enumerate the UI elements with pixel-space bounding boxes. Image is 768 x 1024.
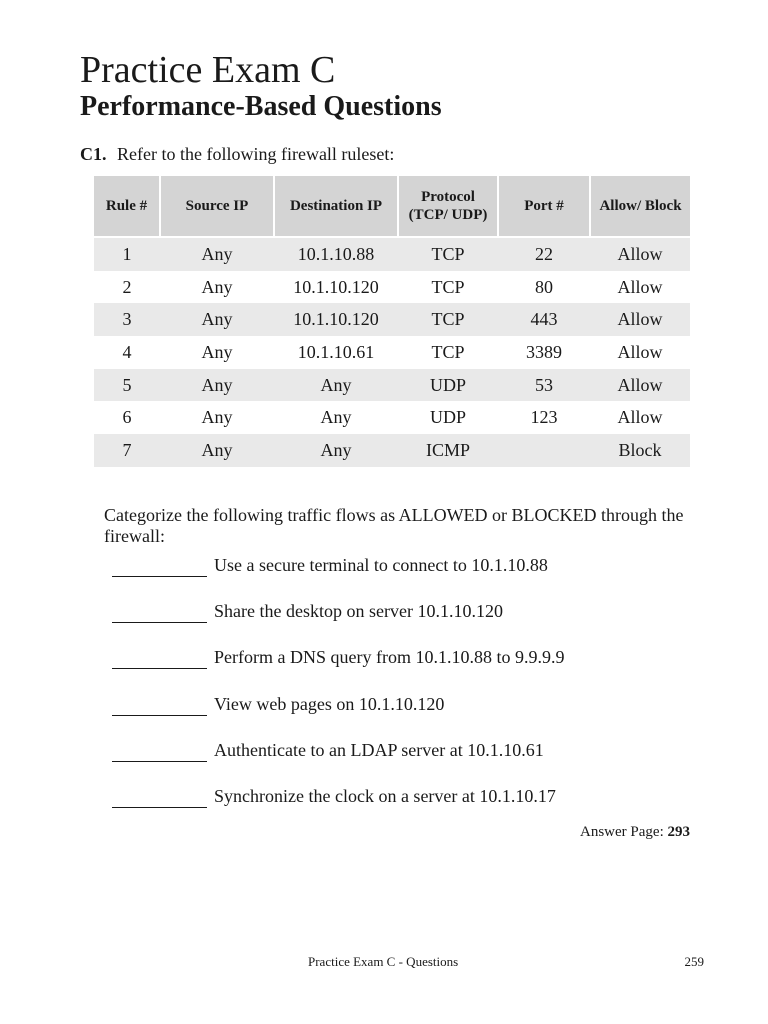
answer-blank[interactable] [112, 598, 207, 623]
cell-source-ip: Any [160, 237, 274, 271]
flow-description: Share the desktop on server 10.1.10.120 [214, 601, 503, 622]
cell-protocol: UDP [398, 401, 498, 434]
cell-port: 123 [498, 401, 590, 434]
cell-protocol: ICMP [398, 434, 498, 467]
cell-rule: 4 [94, 336, 160, 369]
answer-blank[interactable] [112, 737, 207, 762]
cell-destination-ip: Any [274, 434, 398, 467]
cell-port [498, 434, 590, 467]
cell-port: 22 [498, 237, 590, 271]
page-number: 259 [684, 954, 704, 969]
table-row [94, 237, 690, 271]
question-number: C1. [80, 144, 107, 164]
table-row [94, 369, 690, 402]
cell-port: 80 [498, 271, 590, 304]
column-header-rule: Rule # [94, 176, 160, 237]
cell-source-ip: Any [160, 336, 274, 369]
traffic-flow-list [112, 552, 564, 829]
cell-destination-ip: 10.1.10.120 [274, 271, 398, 304]
cell-rule: 3 [94, 303, 160, 336]
column-header-destination-ip: Destination IP [274, 176, 398, 237]
running-footer: Practice Exam C - Questions [308, 954, 459, 969]
column-header-port: Port # [498, 176, 590, 237]
cell-action: Allow [590, 336, 690, 369]
column-header-protocol: Protocol (TCP/ UDP) [398, 176, 498, 237]
cell-destination-ip: 10.1.10.61 [274, 336, 398, 369]
list-item [112, 552, 564, 598]
answer-blank[interactable] [112, 552, 207, 577]
cell-protocol: UDP [398, 369, 498, 402]
answer-blank[interactable] [112, 691, 207, 716]
table-row [94, 401, 690, 434]
instructions-text: Categorize the following traffic flows as ALLOWED or BLOCKED through the firewall: [104, 505, 684, 546]
cell-protocol: TCP [398, 336, 498, 369]
table-row [94, 336, 690, 369]
cell-protocol: TCP [398, 271, 498, 304]
list-item [112, 783, 564, 829]
list-item [112, 644, 564, 690]
answer-blank[interactable] [112, 783, 207, 808]
cell-port: 53 [498, 369, 590, 402]
cell-source-ip: Any [160, 271, 274, 304]
cell-destination-ip: Any [274, 401, 398, 434]
cell-rule: 1 [94, 237, 160, 271]
table-row [94, 434, 690, 467]
list-item [112, 691, 564, 737]
list-item [112, 737, 564, 783]
flow-description: Use a secure terminal to connect to 10.1.10.88 [214, 555, 548, 575]
cell-protocol: TCP [398, 237, 498, 271]
section-title: Performance-Based Questions [80, 91, 442, 122]
column-header-source-ip: Source IP [160, 176, 274, 237]
cell-port: 443 [498, 303, 590, 336]
cell-port: 3389 [498, 336, 590, 369]
cell-destination-ip: 10.1.10.88 [274, 237, 398, 271]
answer-page-number: 293 [667, 824, 690, 840]
cell-protocol: TCP [398, 303, 498, 336]
firewall-ruleset-table [94, 176, 690, 467]
flow-description: Synchronize the clock on a server at 10.1.10.17 [214, 785, 556, 806]
chapter-title: Practice Exam C [80, 49, 336, 91]
list-item [112, 598, 564, 644]
cell-destination-ip: 10.1.10.120 [274, 303, 398, 336]
flow-description: Perform a DNS query from 10.1.10.88 to 9.9.9.9 [214, 647, 565, 668]
answer-blank[interactable] [112, 644, 207, 669]
cell-action: Allow [590, 271, 690, 304]
cell-rule: 2 [94, 271, 160, 304]
cell-source-ip: Any [160, 303, 274, 336]
answer-page-label: Answer Page: [580, 824, 664, 840]
column-header-allow-block: Allow/ Block [590, 176, 690, 237]
cell-rule: 7 [94, 434, 160, 467]
flow-description: Authenticate to an LDAP server at 10.1.10.61 [214, 739, 544, 760]
table-row [94, 303, 690, 336]
question-prompt [80, 142, 394, 166]
cell-source-ip: Any [160, 369, 274, 402]
cell-source-ip: Any [160, 434, 274, 467]
cell-rule: 5 [94, 369, 160, 402]
cell-rule: 6 [94, 401, 160, 434]
table-header-row [94, 176, 690, 237]
cell-source-ip: Any [160, 401, 274, 434]
question-text: Refer to the following firewall ruleset: [117, 144, 395, 164]
answer-page-reference [580, 824, 690, 841]
cell-action: Allow [590, 401, 690, 434]
cell-action: Allow [590, 303, 690, 336]
cell-action: Block [590, 434, 690, 467]
cell-destination-ip: Any [274, 369, 398, 402]
cell-action: Allow [590, 369, 690, 402]
flow-description: View web pages on 10.1.10.120 [214, 693, 445, 714]
table-row [94, 271, 690, 304]
cell-action: Allow [590, 237, 690, 271]
